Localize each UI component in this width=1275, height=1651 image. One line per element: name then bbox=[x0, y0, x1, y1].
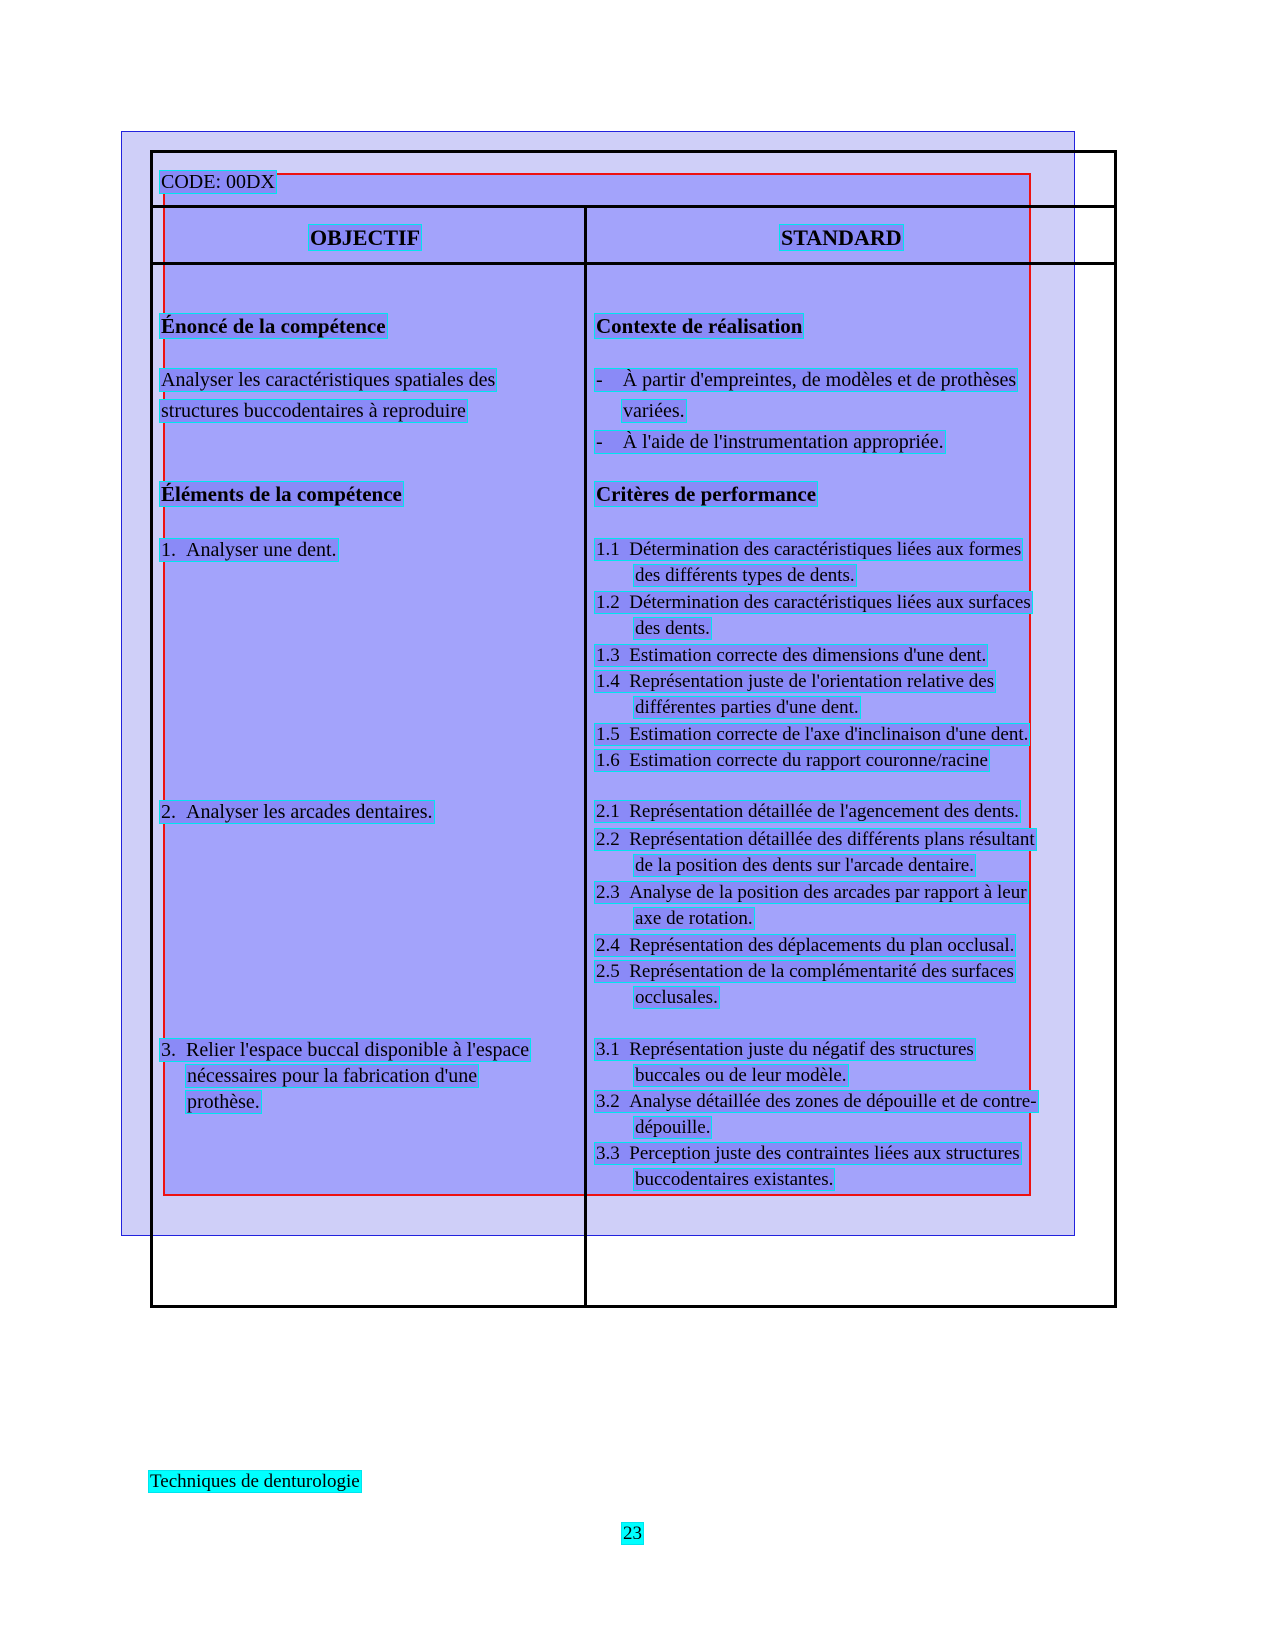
critere-item bbox=[595, 723, 1029, 747]
critere-item bbox=[595, 1090, 1038, 1114]
element-text: nécessaires pour la fabrication d'une bbox=[187, 1065, 478, 1087]
elements-title bbox=[160, 482, 403, 506]
critere-text: Représentation de la complémentarité des surfaces bbox=[629, 961, 1014, 982]
enonce-title bbox=[160, 314, 387, 338]
criteres-title-text: Critères de performance bbox=[596, 482, 817, 506]
critere-item-cont bbox=[634, 617, 711, 641]
critere-number: 3.2 bbox=[596, 1091, 620, 1112]
element-text: Relier l'espace buccal disponible à l'espace bbox=[186, 1039, 530, 1061]
header-standard bbox=[780, 226, 903, 250]
critere-item bbox=[595, 1038, 975, 1062]
contexte-title bbox=[595, 314, 803, 338]
critere-text: Détermination des caractéristiques liées aux formes bbox=[629, 539, 1022, 560]
critere-item bbox=[595, 591, 1032, 615]
table-border-right bbox=[1114, 150, 1117, 1308]
critere-item bbox=[595, 1142, 1021, 1166]
critere-number: 2.1 bbox=[596, 801, 620, 822]
critere-number: 2.2 bbox=[596, 829, 620, 850]
element-number: 3. bbox=[161, 1039, 176, 1061]
critere-text: des dents. bbox=[635, 618, 710, 639]
page-number bbox=[622, 1522, 643, 1546]
critere-item-cont bbox=[634, 696, 860, 720]
critere-item-cont bbox=[634, 1168, 834, 1192]
critere-number: 1.1 bbox=[596, 539, 620, 560]
contexte-text: À partir d'empreintes, de modèles et de prothèses bbox=[622, 369, 1017, 391]
code-label-text: CODE: 00DX bbox=[161, 171, 275, 193]
critere-text: Estimation correcte du rapport couronne/racine bbox=[629, 750, 988, 771]
critere-text: Estimation correcte de l'axe d'inclinaison d'une dent. bbox=[629, 724, 1029, 745]
header-standard-text: STANDARD bbox=[781, 225, 902, 250]
critere-text: différentes parties d'une dent. bbox=[635, 697, 859, 718]
critere-number: 1.4 bbox=[596, 671, 620, 692]
footer-program-text: Techniques de denturologie bbox=[150, 1471, 360, 1492]
critere-item bbox=[595, 828, 1036, 852]
contexte-item bbox=[595, 368, 1017, 392]
contexte-text: À l'aide de l'instrumentation appropriée. bbox=[622, 431, 944, 453]
table-border-bottom bbox=[150, 1305, 1117, 1308]
critere-item-cont bbox=[634, 564, 856, 588]
critere-text: axe de rotation. bbox=[635, 908, 753, 929]
critere-item-cont bbox=[634, 1064, 848, 1088]
bullet-dash: - bbox=[596, 369, 603, 391]
critere-text: Représentation juste du négatif des structures bbox=[629, 1039, 974, 1060]
enonce-line-text: structures buccodentaires à reproduire bbox=[161, 400, 466, 422]
element-text: prothèse. bbox=[187, 1091, 260, 1113]
critere-item bbox=[595, 800, 1020, 824]
element-number: 1. bbox=[161, 539, 176, 561]
element-text: Analyser les arcades dentaires. bbox=[186, 801, 433, 823]
critere-text: Représentation des déplacements du plan occlusal. bbox=[629, 935, 1015, 956]
critere-item bbox=[595, 538, 1022, 562]
table-column-divider bbox=[584, 205, 587, 1308]
footer-program bbox=[149, 1470, 361, 1494]
critere-item bbox=[595, 881, 1028, 905]
critere-number: 3.3 bbox=[596, 1143, 620, 1164]
bullet-dash: - bbox=[596, 431, 603, 453]
critere-text: buccales ou de leur modèle. bbox=[635, 1065, 847, 1086]
critere-text: Représentation juste de l'orientation relative des bbox=[629, 671, 995, 692]
critere-number: 1.3 bbox=[596, 645, 620, 666]
critere-number: 2.5 bbox=[596, 961, 620, 982]
critere-item-cont bbox=[634, 854, 975, 878]
critere-number: 2.4 bbox=[596, 935, 620, 956]
element-item bbox=[160, 538, 338, 562]
critere-text: occlusales. bbox=[635, 987, 718, 1008]
critere-text: Détermination des caractéristiques liées aux surfaces bbox=[629, 592, 1031, 613]
critere-text: des différents types de dents. bbox=[635, 565, 855, 586]
critere-item-cont bbox=[634, 1116, 711, 1140]
critere-number: 1.5 bbox=[596, 724, 620, 745]
contexte-item bbox=[595, 430, 945, 454]
page-number-text: 23 bbox=[623, 1523, 642, 1544]
element-number: 2. bbox=[161, 801, 176, 823]
element-item bbox=[160, 800, 434, 824]
table-rule-header bbox=[150, 262, 1117, 265]
critere-text: Représentation détaillée de l'agencement des dents. bbox=[629, 801, 1019, 822]
critere-item bbox=[595, 670, 995, 694]
critere-item-cont bbox=[634, 907, 754, 931]
element-item-cont bbox=[186, 1090, 261, 1114]
element-item bbox=[160, 1038, 530, 1062]
contexte-item-cont bbox=[622, 399, 686, 423]
element-text: Analyser une dent. bbox=[186, 539, 337, 561]
critere-number: 3.1 bbox=[596, 1039, 620, 1060]
critere-text: buccodentaires existantes. bbox=[635, 1169, 834, 1190]
critere-number: 2.3 bbox=[596, 882, 620, 903]
critere-text: Analyse de la position des arcades par rapport à leur bbox=[629, 882, 1027, 903]
element-item-cont bbox=[186, 1064, 478, 1088]
contexte-title-text: Contexte de réalisation bbox=[596, 314, 803, 338]
critere-item-cont bbox=[634, 986, 719, 1010]
elements-title-text: Éléments de la compétence bbox=[161, 482, 402, 506]
critere-item bbox=[595, 749, 989, 773]
critere-item bbox=[595, 934, 1015, 958]
critere-text: Estimation correcte des dimensions d'une dent. bbox=[629, 645, 987, 666]
header-objectif bbox=[309, 226, 421, 250]
table-border-top bbox=[150, 150, 1117, 153]
criteres-title bbox=[595, 482, 817, 506]
critere-item bbox=[595, 960, 1015, 984]
critere-number: 1.6 bbox=[596, 750, 620, 771]
critere-item bbox=[595, 644, 987, 668]
critere-number: 1.2 bbox=[596, 592, 620, 613]
enonce-line-text: Analyser les caractéristiques spatiales des bbox=[161, 369, 496, 391]
code-label bbox=[160, 170, 276, 194]
header-objectif-text: OBJECTIF bbox=[310, 225, 421, 250]
enonce-line bbox=[160, 399, 467, 423]
contexte-text: variées. bbox=[623, 400, 685, 422]
enonce-line bbox=[160, 368, 496, 392]
critere-text: de la position des dents sur l'arcade dentaire. bbox=[635, 855, 974, 876]
critere-text: Perception juste des contraintes liées aux structures bbox=[629, 1143, 1020, 1164]
critere-text: dépouille. bbox=[635, 1117, 711, 1138]
critere-text: Représentation détaillée des différents plans résultant bbox=[629, 829, 1035, 850]
table-border-left bbox=[150, 150, 153, 1308]
critere-text: Analyse détaillée des zones de dépouille et de contre- bbox=[629, 1091, 1037, 1112]
enonce-title-text: Énoncé de la compétence bbox=[161, 314, 386, 338]
table-rule-code bbox=[150, 205, 1117, 208]
